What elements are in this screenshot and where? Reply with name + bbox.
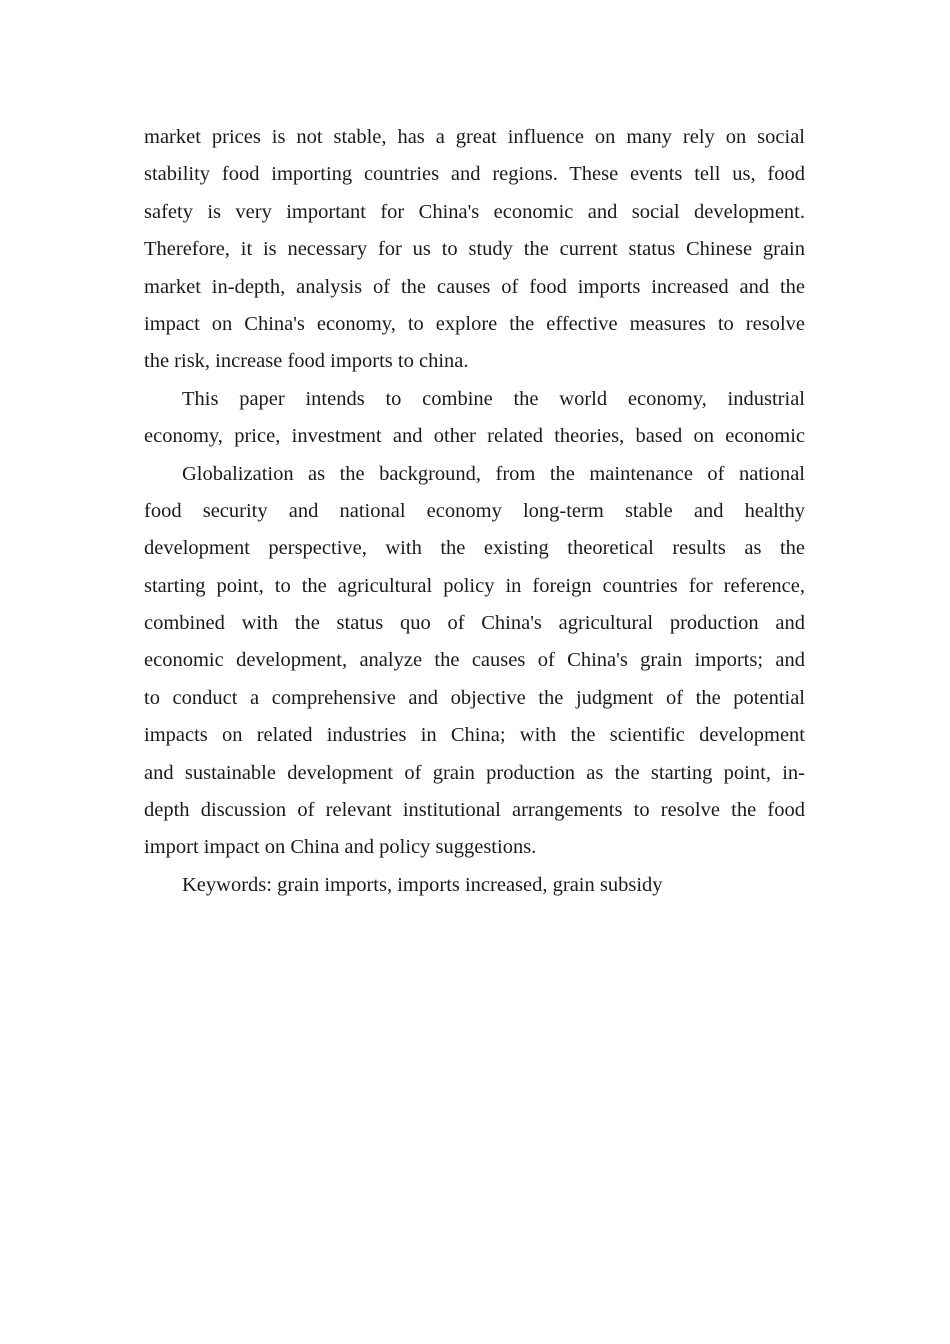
text-line: food security and national economy long-term stable and healthy xyxy=(144,499,805,522)
text-line: economy, price, investment and other related theories, based on economic xyxy=(144,425,805,448)
text-line: market prices is not stable, has a great influence on many rely on social xyxy=(144,126,805,148)
paragraph-globalization xyxy=(144,456,805,867)
text-line: impact on China's economy, to explore the effective measures to resolve xyxy=(144,312,805,335)
text-line: import impact on China and policy suggestions. xyxy=(144,836,537,859)
text-line: development perspective, with the existing theoretical results as the xyxy=(144,537,805,560)
text-line: market in-depth, analysis of the causes of food imports increased and the xyxy=(144,275,805,298)
text-line: safety is very important for China's economic and social development. xyxy=(144,200,805,223)
paragraph-intro-continuation xyxy=(144,119,805,381)
text-line: starting point, to the agricultural policy in foreign countries for reference, xyxy=(144,574,805,597)
text-line: Globalization as the background, from the maintenance of national xyxy=(182,462,805,485)
text-line: economic development, analyze the causes of China's grain imports; and xyxy=(144,649,805,672)
keywords-line xyxy=(144,867,805,904)
text-line: to conduct a comprehensive and objective the judgment of the potential xyxy=(144,686,805,709)
paragraph-paper-intent xyxy=(144,381,805,456)
text-line: depth discussion of relevant institutional arrangements to resolve the food xyxy=(144,799,805,822)
text-line: impacts on related industries in China; with the scientific development xyxy=(144,724,805,747)
keywords-text: Keywords: grain imports, imports increased, grain subsidy xyxy=(182,873,663,896)
text-line: combined with the status quo of China's agricultural production and xyxy=(144,612,805,635)
text-line: the risk, increase food imports to china. xyxy=(144,350,469,373)
text-line: and sustainable development of grain production as the starting point, in- xyxy=(144,761,805,784)
text-line: Therefore, it is necessary for us to study the current status Chinese grain xyxy=(144,238,805,261)
document-page xyxy=(144,119,805,904)
text-line: stability food importing countries and regions. These events tell us, food xyxy=(144,163,805,186)
text-line: This paper intends to combine the world economy, industrial xyxy=(182,387,805,410)
